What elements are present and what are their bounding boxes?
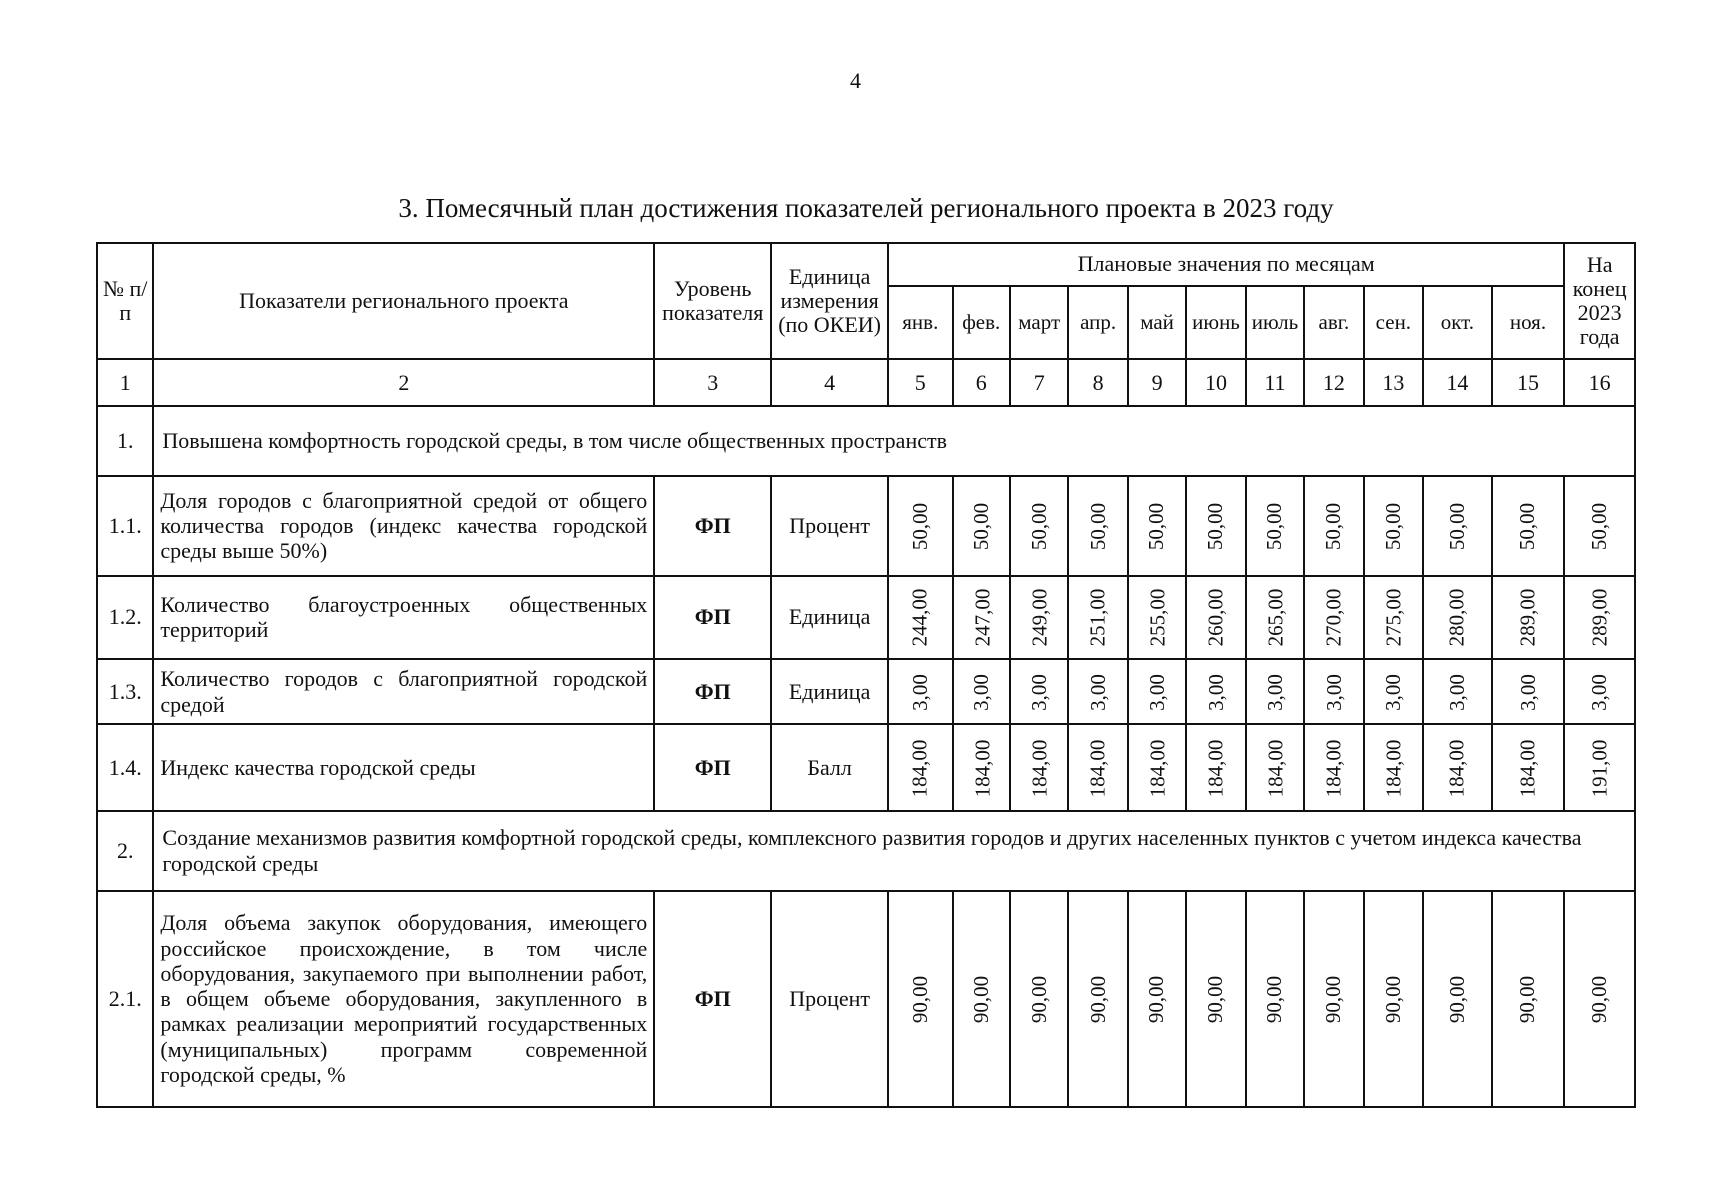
column-number: 14 xyxy=(1423,359,1492,406)
indicator-unit: Процент xyxy=(771,476,888,576)
indicator-name: Доля городов с благоприятной средой от общего количества городов (индекс качества городской среды выше 50%) xyxy=(153,476,654,576)
month-header: авг. xyxy=(1304,286,1363,359)
planned-value: 50,00 xyxy=(1587,502,1612,550)
month-header: янв. xyxy=(888,286,952,359)
planned-value: 50,00 xyxy=(1144,502,1169,550)
table-row xyxy=(97,576,1635,660)
planned-value-cell xyxy=(1128,724,1186,811)
planned-value-cell xyxy=(1304,576,1363,660)
planned-value: 3,00 xyxy=(1515,673,1540,711)
column-number: 13 xyxy=(1364,359,1423,406)
planned-value: 90,00 xyxy=(1515,975,1540,1023)
planned-value-cell xyxy=(1364,576,1423,660)
indicator-unit: Балл xyxy=(771,724,888,811)
planned-value: 90,00 xyxy=(1026,975,1051,1023)
planned-value: 280,00 xyxy=(1444,588,1469,647)
planned-value-cell xyxy=(1246,576,1304,660)
header-level: Уровень показателя xyxy=(654,243,771,359)
planned-value-cell xyxy=(1068,891,1127,1107)
planned-value: 90,00 xyxy=(1587,975,1612,1023)
planned-value: 90,00 xyxy=(1380,975,1405,1023)
planned-value-cell xyxy=(1128,891,1186,1107)
planned-value: 184,00 xyxy=(1203,739,1228,798)
planned-value: 90,00 xyxy=(1321,975,1346,1023)
planned-value-cell xyxy=(1010,659,1068,724)
planned-value-cell xyxy=(1564,476,1635,576)
planned-value: 184,00 xyxy=(1263,739,1288,798)
planned-value-cell xyxy=(1364,659,1423,724)
column-numbers-row xyxy=(97,359,1635,406)
planned-value-cell xyxy=(1304,476,1363,576)
planned-value: 3,00 xyxy=(1203,673,1228,711)
planned-value: 90,00 xyxy=(907,975,932,1023)
planned-value-cell xyxy=(1068,476,1127,576)
planned-value: 50,00 xyxy=(907,502,932,550)
month-header: сен. xyxy=(1364,286,1423,359)
indicator-unit: Единица xyxy=(771,659,888,724)
planned-value-cell xyxy=(953,724,1010,811)
planned-value: 247,00 xyxy=(969,588,994,647)
planned-value: 3,00 xyxy=(1144,673,1169,711)
row-number: 1.2. xyxy=(97,576,153,660)
indicator-name: Индекс качества городской среды xyxy=(153,724,654,811)
column-number: 10 xyxy=(1186,359,1245,406)
planned-value-cell xyxy=(1186,724,1245,811)
planned-value-cell xyxy=(888,476,952,576)
monthly-plan-table xyxy=(96,242,1636,1108)
planned-value: 251,00 xyxy=(1085,588,1110,647)
planned-value-cell xyxy=(1423,576,1492,660)
planned-value-cell xyxy=(1128,476,1186,576)
planned-value: 50,00 xyxy=(1085,502,1110,550)
indicator-level: ФП xyxy=(654,724,771,811)
planned-value: 3,00 xyxy=(1085,673,1110,711)
row-number: 1.1. xyxy=(97,476,153,576)
planned-value: 244,00 xyxy=(907,588,932,647)
planned-value-cell xyxy=(1186,576,1245,660)
planned-value-cell xyxy=(1423,476,1492,576)
planned-value: 184,00 xyxy=(1321,739,1346,798)
planned-value: 184,00 xyxy=(1515,739,1540,798)
planned-value: 3,00 xyxy=(1380,673,1405,711)
indicator-name: Количество благоустроенных общественных территорий xyxy=(153,576,654,660)
month-header: июнь xyxy=(1186,286,1245,359)
planned-value-cell xyxy=(953,659,1010,724)
column-number: 5 xyxy=(888,359,952,406)
section-title: Повышена комфортность городской среды, в том числе общественных пространств xyxy=(153,406,1635,475)
indicator-level: ФП xyxy=(654,891,771,1107)
planned-value-cell xyxy=(1564,724,1635,811)
planned-value: 3,00 xyxy=(1026,673,1051,711)
column-number: 3 xyxy=(654,359,771,406)
column-number: 1 xyxy=(97,359,153,406)
column-number: 15 xyxy=(1492,359,1565,406)
planned-value-cell xyxy=(1246,659,1304,724)
planned-value: 249,00 xyxy=(1027,588,1052,647)
header-unit: Единица измерения (по ОКЕИ) xyxy=(771,243,888,359)
planned-value-cell xyxy=(1492,724,1565,811)
planned-value: 184,00 xyxy=(1381,739,1406,798)
indicator-level: ФП xyxy=(654,659,771,724)
table-row xyxy=(97,659,1635,724)
header-no: № п/п xyxy=(97,243,153,359)
planned-value-cell xyxy=(1010,576,1068,660)
planned-value-cell xyxy=(1304,891,1363,1107)
column-number: 7 xyxy=(1010,359,1068,406)
planned-value-cell xyxy=(888,724,952,811)
table-row xyxy=(97,891,1635,1107)
planned-value-cell xyxy=(1564,576,1635,660)
planned-value-cell xyxy=(1068,576,1127,660)
column-number: 11 xyxy=(1246,359,1304,406)
month-header: май xyxy=(1128,286,1186,359)
planned-value-cell xyxy=(1068,659,1127,724)
planned-value-cell xyxy=(1010,891,1068,1107)
planned-value-cell xyxy=(1564,891,1635,1107)
column-number: 6 xyxy=(953,359,1010,406)
planned-value: 3,00 xyxy=(907,673,932,711)
planned-value: 3,00 xyxy=(968,673,993,711)
planned-value: 50,00 xyxy=(1444,502,1469,550)
table-row xyxy=(97,476,1635,576)
row-number: 1.3. xyxy=(97,659,153,724)
indicator-unit: Единица xyxy=(771,576,888,660)
section-row-1 xyxy=(97,406,1635,475)
planned-value: 184,00 xyxy=(969,739,994,798)
planned-value: 50,00 xyxy=(1026,502,1051,550)
planned-value-cell xyxy=(1364,724,1423,811)
month-header: ноя. xyxy=(1492,286,1565,359)
planned-value-cell xyxy=(1246,891,1304,1107)
planned-value: 255,00 xyxy=(1145,588,1170,647)
month-header: март xyxy=(1010,286,1068,359)
planned-value-cell xyxy=(888,659,952,724)
indicator-level: ФП xyxy=(654,576,771,660)
planned-value-cell xyxy=(1010,476,1068,576)
planned-value-cell xyxy=(1423,659,1492,724)
indicator-name: Количество городов с благоприятной городской средой xyxy=(153,659,654,724)
row-number: 1.4. xyxy=(97,724,153,811)
column-number: 16 xyxy=(1564,359,1635,406)
planned-value-cell xyxy=(1186,659,1245,724)
planned-value-cell xyxy=(1304,659,1363,724)
planned-value-cell xyxy=(1423,724,1492,811)
month-header: июль xyxy=(1246,286,1304,359)
planned-value: 275,00 xyxy=(1381,588,1406,647)
month-header: окт. xyxy=(1423,286,1492,359)
planned-value: 3,00 xyxy=(1262,673,1287,711)
planned-value-cell xyxy=(1492,576,1565,660)
planned-value: 50,00 xyxy=(1203,502,1228,550)
planned-value: 50,00 xyxy=(1262,502,1287,550)
section-number: 1. xyxy=(97,406,153,475)
planned-value: 50,00 xyxy=(1321,502,1346,550)
table-row xyxy=(97,724,1635,811)
planned-value: 260,00 xyxy=(1203,588,1228,647)
planned-value: 90,00 xyxy=(1144,975,1169,1023)
planned-value-cell xyxy=(1246,476,1304,576)
planned-value-cell xyxy=(1068,724,1127,811)
planned-value-cell xyxy=(1364,891,1423,1107)
column-number: 9 xyxy=(1128,359,1186,406)
planned-value: 289,00 xyxy=(1515,588,1540,647)
planned-value: 184,00 xyxy=(907,739,932,798)
planned-value: 90,00 xyxy=(1085,975,1110,1023)
planned-value: 289,00 xyxy=(1587,588,1612,647)
row-number: 2.1. xyxy=(97,891,153,1107)
planned-value: 184,00 xyxy=(1085,739,1110,798)
column-number: 4 xyxy=(771,359,888,406)
planned-value-cell xyxy=(953,476,1010,576)
planned-value: 270,00 xyxy=(1321,588,1346,647)
planned-value: 184,00 xyxy=(1145,739,1170,798)
planned-value: 265,00 xyxy=(1263,588,1288,647)
planned-value-cell xyxy=(953,576,1010,660)
column-number: 2 xyxy=(153,359,654,406)
planned-value-cell xyxy=(1364,476,1423,576)
planned-value-cell xyxy=(1246,724,1304,811)
planned-value-cell xyxy=(1010,724,1068,811)
planned-value: 90,00 xyxy=(968,975,993,1023)
planned-value: 3,00 xyxy=(1321,673,1346,711)
section-number: 2. xyxy=(97,811,153,891)
header-row-top xyxy=(97,243,1635,286)
column-number: 12 xyxy=(1304,359,1363,406)
planned-value-cell xyxy=(1492,476,1565,576)
planned-value: 184,00 xyxy=(1027,739,1052,798)
indicator-level: ФП xyxy=(654,476,771,576)
page-title: 3. Помесячный план достижения показателей регионального проекта в 2023 году xyxy=(398,193,1334,223)
planned-value: 50,00 xyxy=(1380,502,1405,550)
planned-value-cell xyxy=(888,576,952,660)
planned-value-cell xyxy=(1186,476,1245,576)
section-title: Создание механизмов развития комфортной городской среды, комплексного развития городов и других населенных пунктов с учетом индекса качества городской среды xyxy=(153,811,1635,891)
planned-value-cell xyxy=(1186,891,1245,1107)
planned-value-cell xyxy=(1128,576,1186,660)
header-monthly-group: Плановые значения по месяцам xyxy=(888,243,1564,286)
section-row-2 xyxy=(97,811,1635,891)
planned-value: 90,00 xyxy=(1262,975,1287,1023)
planned-value-cell xyxy=(1564,659,1635,724)
header-year-end: На конец 2023 года xyxy=(1564,243,1635,359)
planned-value-cell xyxy=(1128,659,1186,724)
planned-value-cell xyxy=(1304,724,1363,811)
month-header: апр. xyxy=(1068,286,1127,359)
planned-value: 3,00 xyxy=(1444,673,1469,711)
planned-value: 90,00 xyxy=(1444,975,1469,1023)
planned-value-cell xyxy=(1423,891,1492,1107)
planned-value: 3,00 xyxy=(1587,673,1612,711)
planned-value: 50,00 xyxy=(1515,502,1540,550)
planned-value-cell xyxy=(953,891,1010,1107)
month-header: фев. xyxy=(953,286,1010,359)
planned-value: 50,00 xyxy=(968,502,993,550)
header-indicator: Показатели регионального проекта xyxy=(153,243,654,359)
planned-value-cell xyxy=(888,891,952,1107)
planned-value: 191,00 xyxy=(1587,739,1612,798)
indicator-unit: Процент xyxy=(771,891,888,1107)
page-number: 4 xyxy=(850,68,861,93)
planned-value: 90,00 xyxy=(1203,975,1228,1023)
column-number: 8 xyxy=(1068,359,1127,406)
planned-value: 184,00 xyxy=(1444,739,1469,798)
planned-value-cell xyxy=(1492,659,1565,724)
indicator-name: Доля объема закупок оборудования, имеющего российское происхождение, в том числе оборудования, закупаемого при выполнении работ, в общем объеме оборудования, закупленного в рамках реализации мероприятий государственных (муниципальных) программ современной городской среды, % xyxy=(153,891,654,1107)
planned-value-cell xyxy=(1492,891,1565,1107)
